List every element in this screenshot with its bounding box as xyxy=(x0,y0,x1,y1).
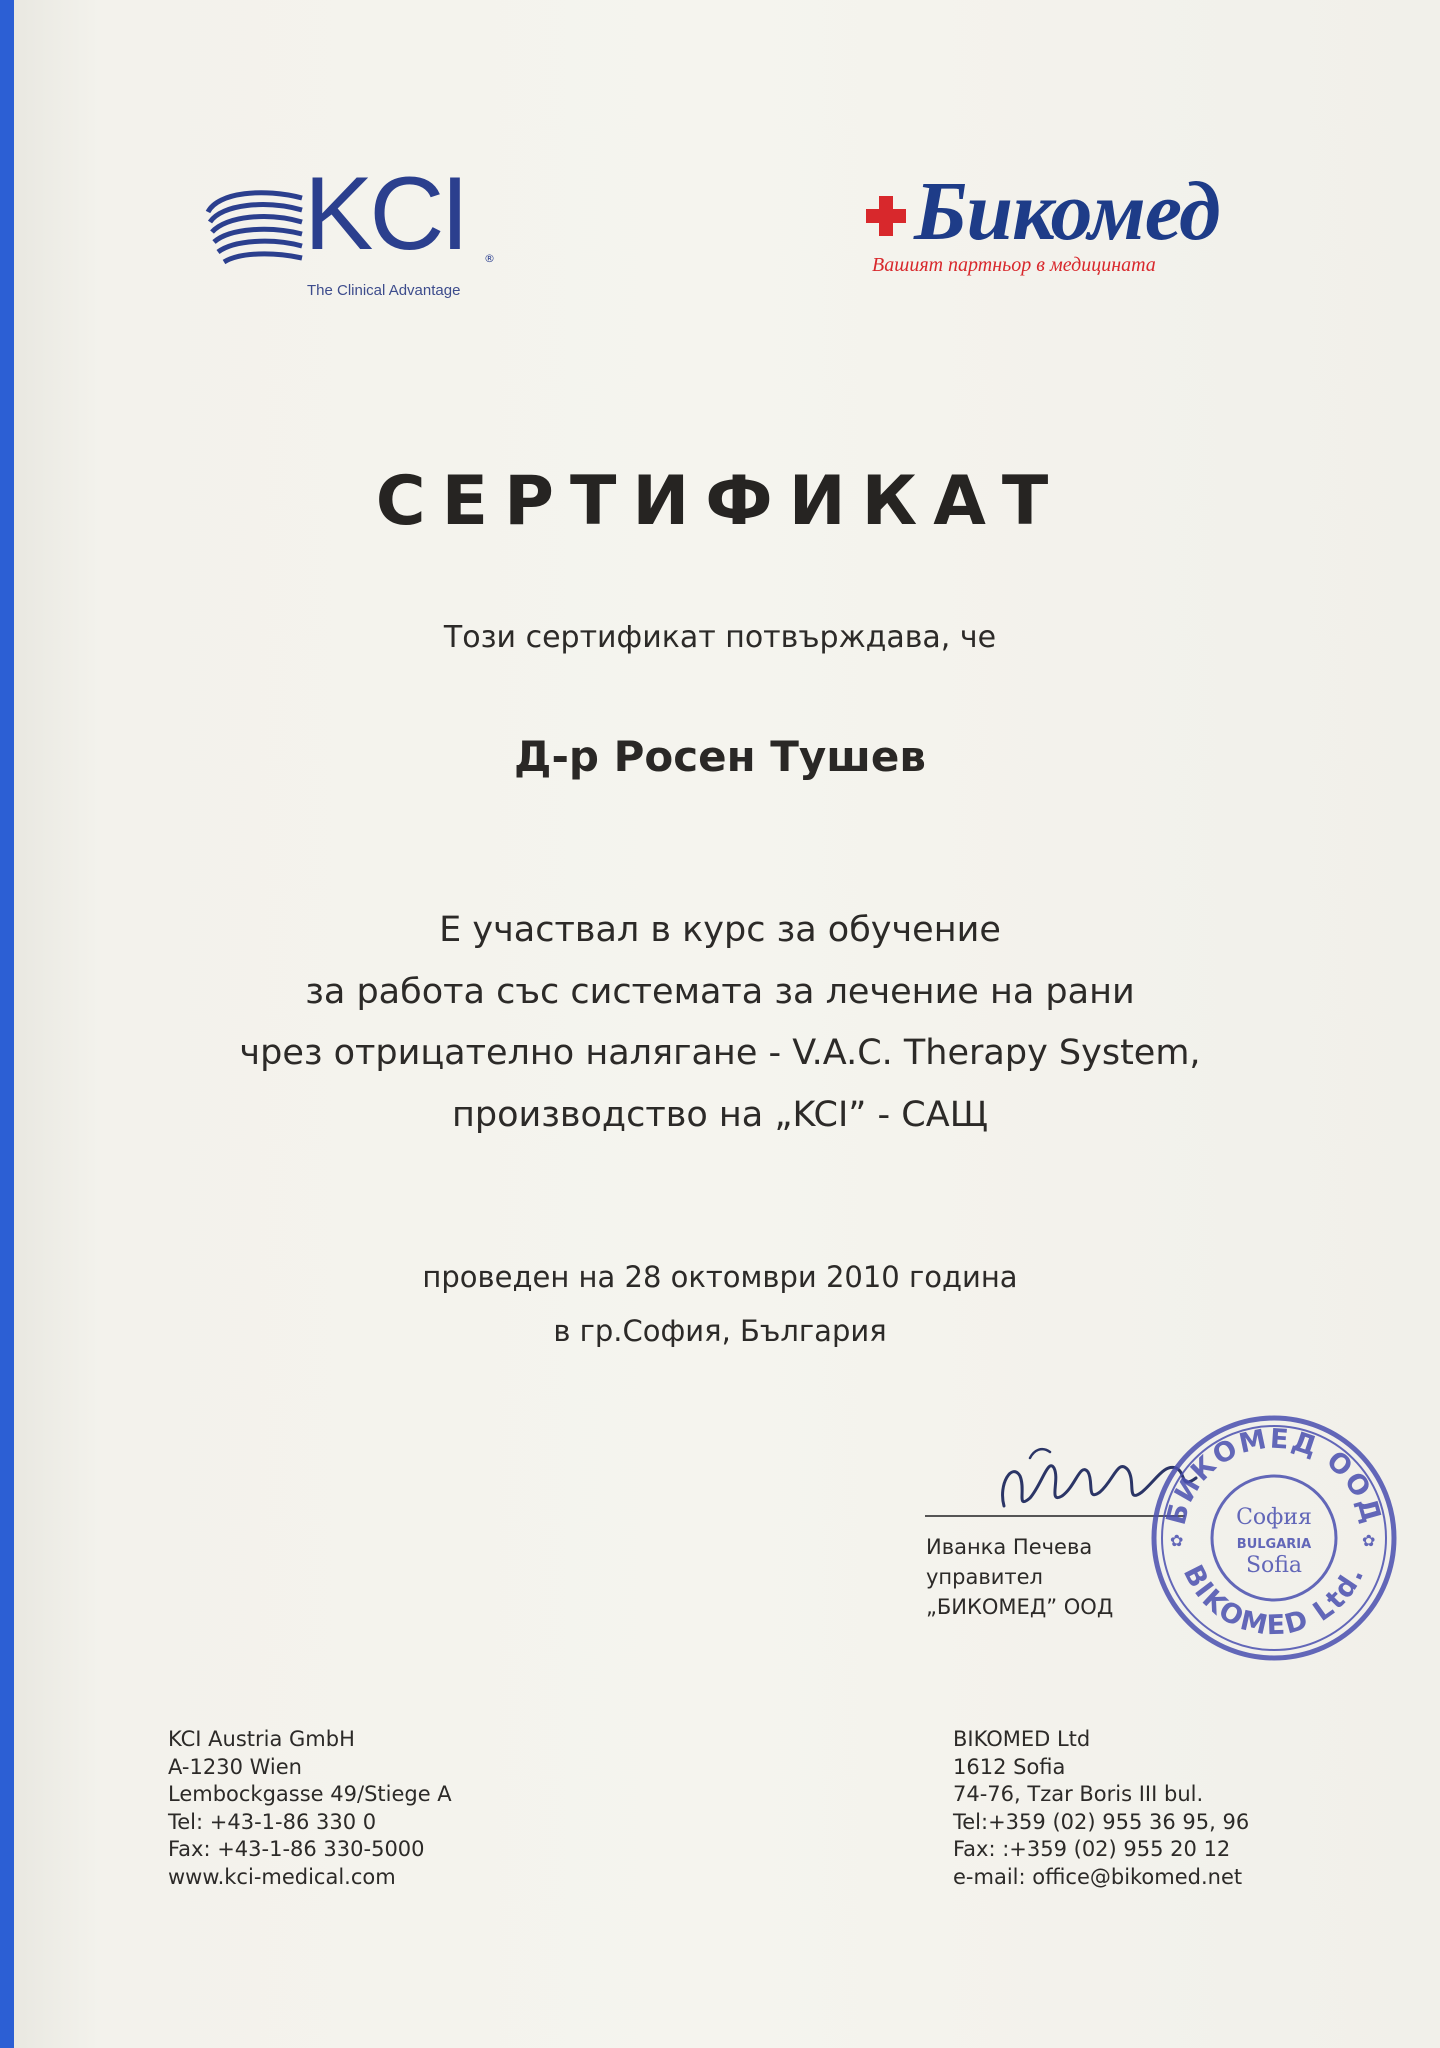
footer-right-line: BIKOMED Ltd xyxy=(953,1727,1091,1751)
confirmation-text: Този сертификат потвърждава, че xyxy=(443,620,997,655)
bikomed-tagline: Вашият партньор в медицината xyxy=(872,254,1156,276)
stamp-bottom-text: BIKOMED Ltd. xyxy=(1176,1560,1371,1642)
course-line-1: Е участвал в курс за обучение xyxy=(439,910,1001,950)
held-date: проведен на 28 октомври 2010 година xyxy=(422,1260,1018,1294)
course-line-4: производство на „KCI” - САЩ xyxy=(452,1095,988,1135)
footer-right-line: e-mail: office@bikomed.net xyxy=(953,1864,1243,1889)
company-stamp xyxy=(1148,1412,1400,1664)
stamp-star-right-icon: ✿ xyxy=(1362,1531,1376,1550)
footer-left-line: www.kci-medical.com xyxy=(168,1864,396,1889)
signer-block xyxy=(926,1532,1113,1622)
kci-registered-mark: ® xyxy=(484,252,495,265)
bikomed-logo xyxy=(862,165,1282,286)
footer-right-line: 74-76, Tzar Boris III bul. xyxy=(953,1782,1204,1806)
footer-left-line: Tel: +43-1-86 330 0 xyxy=(168,1809,377,1834)
footer-bikomed-address xyxy=(953,1726,1249,1891)
course-line-3: чрез отрицателно налягане - V.A.C. Therapy System, xyxy=(239,1033,1201,1073)
stamp-city-en: Sofia xyxy=(1245,1553,1303,1578)
signer-company: „БИКОМЕД” ООД xyxy=(926,1595,1114,1619)
footer-kci-address xyxy=(168,1726,452,1891)
footer-left-line: KCI Austria GmbH xyxy=(168,1727,355,1751)
signature-line xyxy=(925,1515,1185,1517)
footer-left-line: Fax: +43-1-86 330-5000 xyxy=(168,1837,425,1861)
footer-right-line: 1612 Sofia xyxy=(953,1754,1066,1779)
footer-left-line: A-1230 Wien xyxy=(168,1754,302,1779)
stamp-top-text: БИКОМЕД ООД xyxy=(1160,1423,1388,1529)
signer-role: управител xyxy=(926,1565,1043,1589)
kci-logo xyxy=(204,156,504,300)
footer-right-line: Fax: :+359 (02) 955 20 12 xyxy=(953,1837,1231,1861)
stamp-star-left-icon: ✿ xyxy=(1170,1531,1184,1550)
footer-right-line: Tel:+359 (02) 955 36 95, 96 xyxy=(953,1809,1250,1834)
footer-left-line: Lembockgasse 49/Stiege A xyxy=(168,1782,452,1806)
certificate-title: СЕРТИФИКАТ xyxy=(375,462,1065,541)
kci-rings-icon xyxy=(204,176,304,276)
kci-logo-text: KCI xyxy=(304,156,466,272)
kci-tagline: The Clinical Advantage xyxy=(307,282,461,299)
recipient-name: Д-р Росен Тушев xyxy=(514,732,926,781)
signer-name: Иванка Печева xyxy=(926,1535,1093,1559)
bikomed-logo-text: Бикомед xyxy=(914,165,1220,258)
stamp-city-bg: София xyxy=(1236,1505,1312,1530)
red-cross-icon xyxy=(864,194,908,238)
held-place: в гр.София, България xyxy=(553,1314,887,1348)
course-line-2: за работа със системата за лечение на рани xyxy=(305,972,1135,1012)
stamp-country: BULGARIA xyxy=(1236,1537,1312,1552)
